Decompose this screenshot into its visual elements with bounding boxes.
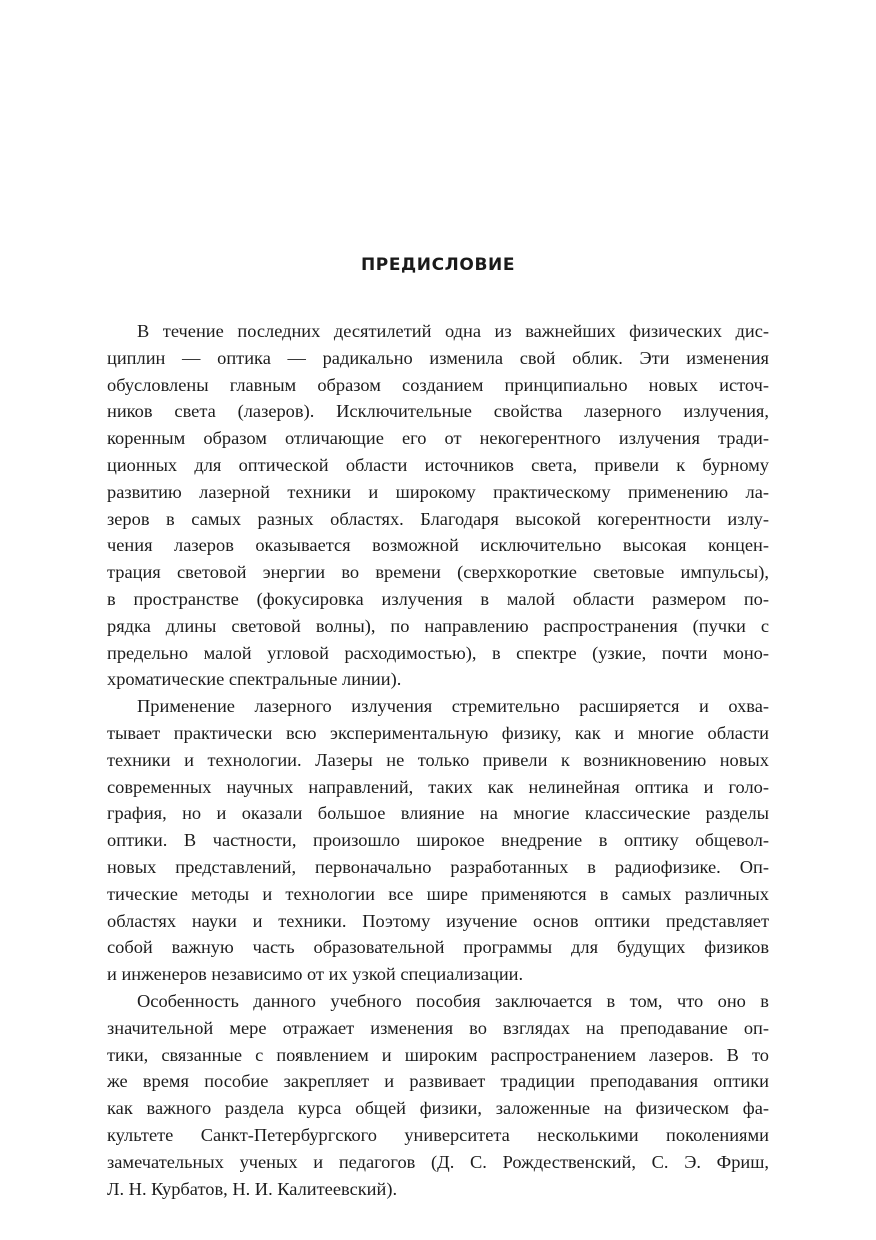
text-line: же время пособие закрепляет и развивает традиции преподавания оптики xyxy=(107,1071,769,1092)
text-line: графия, но и оказали большое влияние на многие классические разделы xyxy=(107,803,769,824)
text-line: собой важную часть образовательной программы для будущих физиков xyxy=(107,937,769,958)
text-line: замечательных ученых и педагогов (Д. С. Рождественский, С. Э. Фриш, xyxy=(107,1151,769,1172)
text-line: тывает практически всю экспериментальную физику, как и многие области xyxy=(107,722,769,743)
text-line: развитию лазерной техники и широкому практическому применению ла- xyxy=(107,481,769,502)
text-line: рядка длины световой волны), по направлению распространения (пучки с xyxy=(107,615,769,636)
text-line: чения лазеров оказывается возможной исключительно высокая концен- xyxy=(107,535,769,556)
paragraph xyxy=(107,693,769,988)
text-line: как важного раздела курса общей физики, заложенные на физическом фа- xyxy=(107,1098,769,1119)
text-line: в пространстве (фокусировка излучения в малой области размером по- xyxy=(107,588,769,609)
text-line: хроматические спектральные линии). xyxy=(107,669,402,690)
text-line: В течение последних десятилетий одна из важнейших физических дис- xyxy=(137,321,769,341)
text-line: новых представлений, первоначально разработанных в радиофизике. Оп- xyxy=(107,856,769,877)
text-line: предельно малой угловой расходимостью), в спектре (узкие, почти моно- xyxy=(107,642,769,663)
text-line: значительной мере отражает изменения во взглядах на преподавание оп- xyxy=(107,1017,769,1038)
text-line: обусловлены главным образом созданием принципиально новых источ- xyxy=(107,374,769,395)
text-line: зеров в самых разных областях. Благодаря высокой когерентности излу- xyxy=(107,508,769,529)
text-line: циплин — оптика — радикально изменила свой облик. Эти изменения xyxy=(107,347,769,368)
text-line: современных научных направлений, таких как нелинейная оптика и голо- xyxy=(107,776,769,797)
text-line: Применение лазерного излучения стремительно расширяется и охва- xyxy=(137,696,769,717)
text-line: областях науки и техники. Поэтому изучение основ оптики представляет xyxy=(107,910,769,931)
text-line: техники и технологии. Лазеры не только привели к возникновению новых xyxy=(107,749,769,770)
text-line: Особенность данного учебного пособия заключается в том, что оно в xyxy=(137,990,769,1011)
text-line: ционных для оптической области источников света, привели к бурному xyxy=(107,454,769,475)
text-line: трация световой энергии во времени (сверхкороткие световые импульсы), xyxy=(107,562,769,583)
text-line: и инженеров независимо от их узкой специализации. xyxy=(107,964,524,985)
text-line: Л. Н. Курбатов, Н. И. Калитеевский). xyxy=(107,1178,398,1199)
page-title: ПРЕДИСЛОВИЕ xyxy=(360,255,516,275)
body-text xyxy=(107,318,769,1202)
paragraph xyxy=(107,318,769,693)
text-line: культете Санкт-Петербургского университета несколькими поколениями xyxy=(107,1124,769,1145)
text-line: тики, связанные с появлением и широким распространением лазеров. В то xyxy=(107,1044,769,1065)
paragraph xyxy=(107,988,769,1202)
text-line: оптики. В частности, произошло широкое внедрение в оптику общевол- xyxy=(107,830,769,851)
text-line: коренным образом отличающие его от некогерентного излучения тради- xyxy=(107,428,769,449)
text-line: тические методы и технологии все шире применяются в самых различных xyxy=(107,883,769,904)
text-line: ников света (лазеров). Исключительные свойства лазерного излучения, xyxy=(107,401,769,422)
